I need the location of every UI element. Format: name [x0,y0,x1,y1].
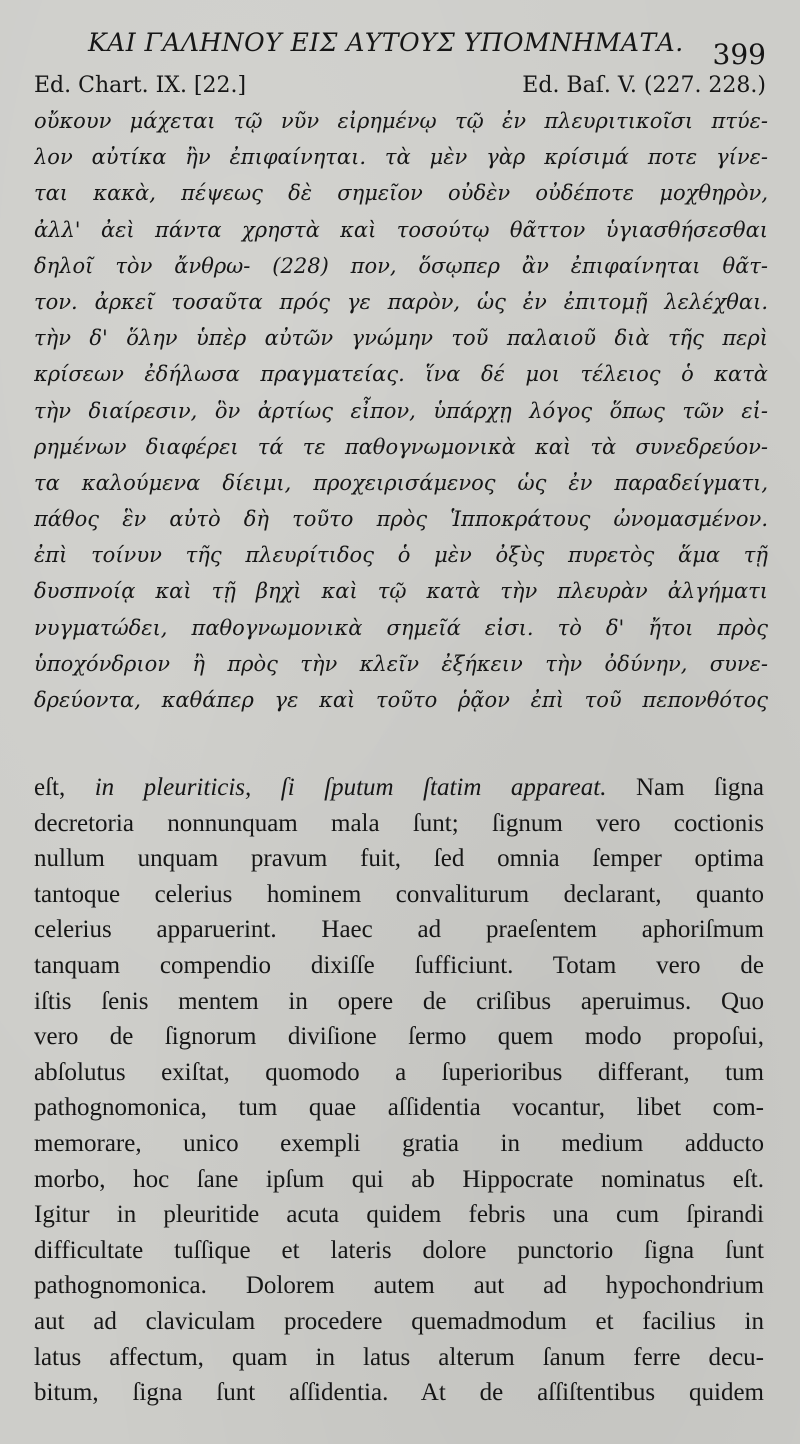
latin-line: pathognomonica. Dolorem autem aut ad hypochondrium [34,1272,764,1300]
latin-start: eſt, [34,774,66,801]
greek-line: ἀλλ' ἀεὶ πάντα χρηστὰ καὶ τοσούτῳ θᾶττον ὑγιασθήσεσθαι [34,217,768,242]
running-head: ΚΑΙ ΓΑΛΗΝΟΥ ΕΙΣ ΑΥΤΟΥΣ ΥΠΟΜΝΗΜΑΤΑ. [88,28,684,57]
edition-reference-right: Ed. Baſ. V. (227. 228.) [522,73,766,98]
latin-line: tanquam compendio dixiſſe ſufficiunt. Totam vero de [34,951,764,979]
greek-line: ἐπὶ τοίνυν τῆς πλευρίτιδος ὁ μὲν ὀξὺς πυρετὸς ἅμα τῇ [34,543,768,568]
greek-line: τον. ἀρκεῖ τοσαῦτα πρός γε παρὸν, ὡς ἐν ἐπιτομῇ λελέχθαι. [34,289,768,314]
greek-line: ται κακὰ, πέψεως δὲ σημεῖον οὐδὲν οὐδέποτε μοχθηρὸν, [34,181,768,206]
greek-line: δηλοῖ τὸν ἄνθρω- (228) πον, ὅσῳπερ ἂν ἐπιφαίνηται θᾶτ- [34,253,768,278]
latin-text-block [34,770,764,1411]
latin-line: Igitur in pleuritide acuta quidem febris una cum ſpirandi [34,1201,764,1229]
greek-line: ὑποχόνδριον ἢ πρὸς τὴν κλεῖν ἐξήκειν τὴν ὀδύνην, συνε- [34,651,768,676]
latin-line: aut ad claviculam procedere quemadmodum et facilius in [34,1307,764,1335]
greek-line: τὴν διαίρεσιν, ὃν ἀρτίως εἶπον, ὑπάρχῃ λόγος ὅπως τῶν εἰ- [34,398,768,423]
greek-line: δρεύοντα, καθάπερ γε καὶ τοῦτο ῥᾷον ἐπὶ τοῦ πεπονθότος [34,688,768,712]
page-number: 399 [712,38,766,71]
latin-line: nullum unquam pravum fuit, ſed omnia ſemper optima [34,845,764,873]
greek-line: λον αὐτίκα ἢν ἐπιφαίνηται. τὰ μὲν γὰρ κρίσιμά ποτε γίνε- [34,145,768,170]
latin-line: bitum, ſigna ſunt aſſidentia. At de aſſiſtentibus quidem [34,1379,764,1407]
greek-line: οὔκουν μάχεται τῷ νῦν εἰρημένῳ τῷ ἐν πλευριτικοῖσι πτύε- [34,109,768,133]
latin-line: latus affectum, quam in latus alterum ſanum ferre decu- [34,1343,764,1371]
greek-line: δυσπνοίᾳ καὶ τῇ βηχὶ καὶ τῷ κατὰ τὴν πλευρὰν ἀλγήματι [34,579,768,604]
greek-line: τα καλούμενα δίειμι, προχειρισάμενος ὡς ἐν παραδείγματι, [34,470,768,495]
latin-line: celerius apparuerint. Haec ad praeſentem aphoriſmum [34,916,764,944]
latin-line: difficultate tuſſique et lateris dolore punctorio ſigna ſunt [34,1236,764,1264]
latin-line: memorare, unico exempli gratia in medium adducto [34,1129,764,1157]
latin-line: decretoria nonnunquam mala ſunt; ſignum vero coctionis [34,809,764,837]
latin-line-first [34,770,764,806]
edition-reference-left: Ed. Chart. IX. [22.] [34,73,247,98]
latin-line: vero de ſignorum diviſione ſermo quem modo propoſui, [34,1023,764,1051]
latin-line: morbo, hoc ſane ipſum qui ab Hippocrate nominatus eſt. [34,1165,764,1193]
latin-end: Nam ſigna [635,774,764,801]
greek-line: ρημένων διαφέρει τά τε παθογνωμονικὰ καὶ τὰ συνεδρεύον- [34,434,768,459]
greek-text-block [34,103,768,718]
latin-line: abſolutus exiſtat, quomodo a ſuperioribus differant, tum [34,1058,764,1086]
latin-line: tantoque celerius hominem convaliturum declarant, quanto [34,880,764,908]
greek-line: πάθος ἓν αὐτὸ δὴ τοῦτο πρὸς Ἱπποκράτους ὠνομασμένον. [34,507,768,532]
latin-line: iſtis ſenis mentem in opere de criſibus aperuimus. Quo [34,987,764,1015]
latin-line: pathognomonica, tum quae aſſidentia vocantur, libet com- [34,1094,764,1122]
latin-italic-quote: in pleuriticis, ſi ſputum ſtatim appareat. [94,774,607,801]
greek-line: τὴν δ' ὅλην ὑπὲρ αὐτῶν γνώμην τοῦ παλαιοῦ διὰ τῆς περὶ [34,326,768,351]
greek-line: κρίσεων ἐδήλωσα πραγματείας. ἵνα δέ μοι τέλειος ὁ κατὰ [34,362,768,387]
greek-line: νυγματώδει, παθογνωμονικὰ σημεῖά εἰσι. τὸ δ' ἤτοι πρὸς [34,615,768,640]
